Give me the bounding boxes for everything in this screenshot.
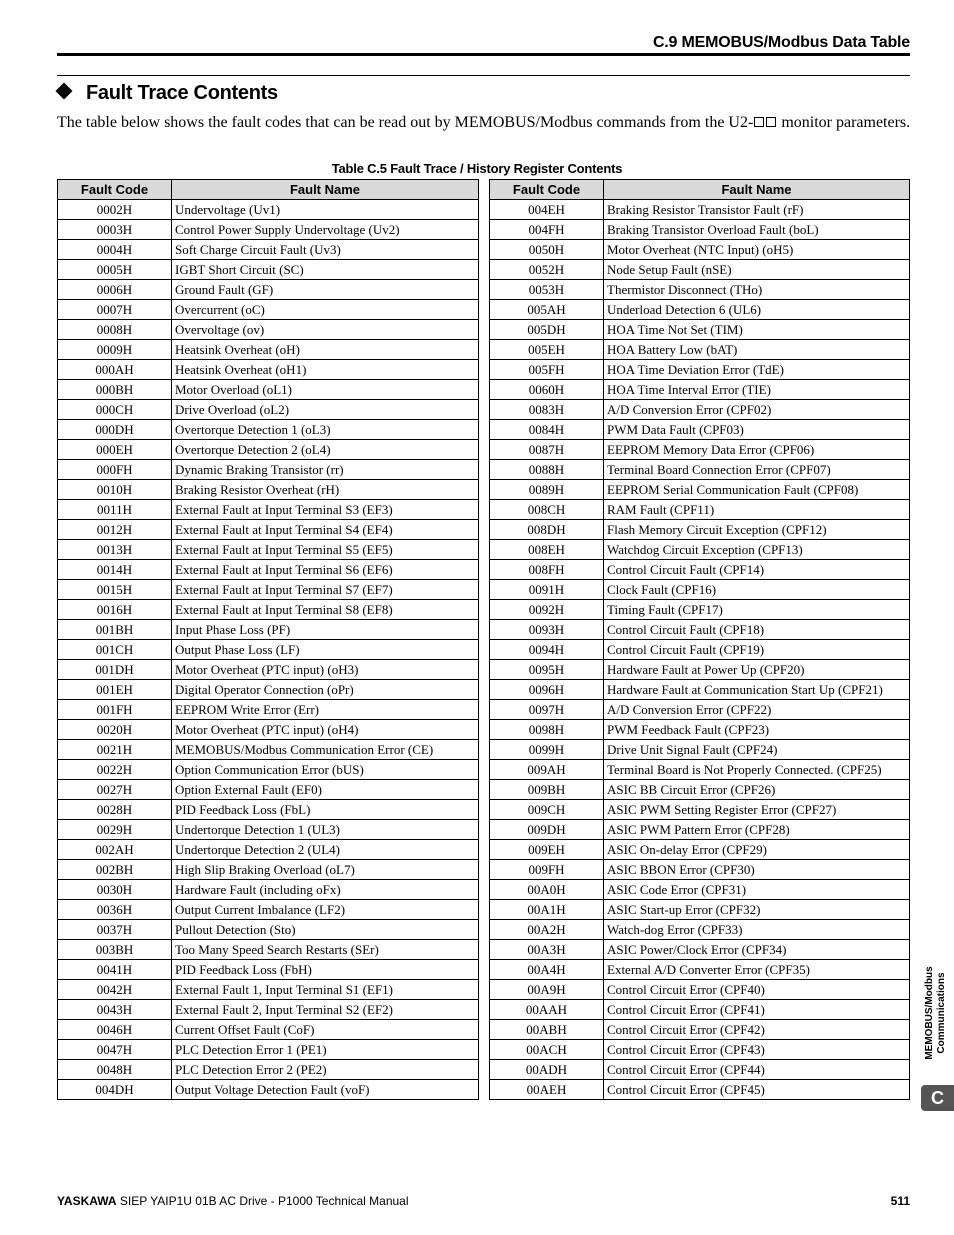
table-row xyxy=(58,880,479,900)
table-row xyxy=(58,980,479,1000)
fault-code-cell: 008DH xyxy=(490,520,604,540)
fault-name-cell: Control Circuit Fault (CPF19) xyxy=(604,640,910,660)
fault-name-cell: Undertorque Detection 2 (UL4) xyxy=(172,840,479,860)
table-row xyxy=(58,480,479,500)
table-row xyxy=(490,560,910,580)
header-rule xyxy=(57,53,910,56)
table-row xyxy=(490,720,910,740)
table-row xyxy=(58,940,479,960)
table-row xyxy=(58,560,479,580)
placeholder-box-icon xyxy=(754,117,764,127)
table-row xyxy=(490,220,910,240)
fault-code-cell: 009BH xyxy=(490,780,604,800)
table-row xyxy=(490,540,910,560)
table-row xyxy=(490,1000,910,1020)
table-row xyxy=(58,1020,479,1040)
fault-name-cell: ASIC Start-up Error (CPF32) xyxy=(604,900,910,920)
table-row xyxy=(490,980,910,1000)
fault-code-cell: 0020H xyxy=(58,720,172,740)
fault-code-cell: 0029H xyxy=(58,820,172,840)
table-row xyxy=(58,580,479,600)
fault-name-cell: RAM Fault (CPF11) xyxy=(604,500,910,520)
table-row xyxy=(490,900,910,920)
fault-name-cell: ASIC BB Circuit Error (CPF26) xyxy=(604,780,910,800)
table-row xyxy=(58,700,479,720)
fault-code-cell: 0089H xyxy=(490,480,604,500)
table-row xyxy=(58,720,479,740)
fault-name-cell: Terminal Board Connection Error (CPF07) xyxy=(604,460,910,480)
fault-code-cell: 0012H xyxy=(58,520,172,540)
table-row xyxy=(490,660,910,680)
table-row xyxy=(490,280,910,300)
fault-name-cell: Motor Overheat (PTC input) (oH3) xyxy=(172,660,479,680)
table-row xyxy=(490,200,910,220)
fault-name-cell: Motor Overheat (NTC Input) (oH5) xyxy=(604,240,910,260)
table-header-row xyxy=(490,180,910,200)
fault-code-cell: 0030H xyxy=(58,880,172,900)
fault-name-cell: A/D Conversion Error (CPF02) xyxy=(604,400,910,420)
fault-name-cell: External Fault at Input Terminal S4 (EF4) xyxy=(172,520,479,540)
fault-code-cell: 0091H xyxy=(490,580,604,600)
fault-code-cell: 008EH xyxy=(490,540,604,560)
table-row xyxy=(58,960,479,980)
table-row xyxy=(58,780,479,800)
table-caption: Table C.5 Fault Trace / History Register Contents xyxy=(331,161,623,176)
fault-name-cell: Thermistor Disconnect (THo) xyxy=(604,280,910,300)
fault-code-cell: 002AH xyxy=(58,840,172,860)
fault-code-cell: 000AH xyxy=(58,360,172,380)
table-row xyxy=(58,240,479,260)
fault-code-cell: 003BH xyxy=(58,940,172,960)
side-tab-line1: MEMOBUS/Modbus xyxy=(924,966,935,1060)
fault-name-cell: PLC Detection Error 1 (PE1) xyxy=(172,1040,479,1060)
fault-name-cell: Output Current Imbalance (LF2) xyxy=(172,900,479,920)
table-row xyxy=(58,280,479,300)
table-row xyxy=(490,520,910,540)
table-row xyxy=(490,960,910,980)
fault-name-cell: Overcurrent (oC) xyxy=(172,300,479,320)
footer-document-title xyxy=(57,1194,409,1208)
table-row xyxy=(58,740,479,760)
fault-name-cell: Motor Overheat (PTC input) (oH4) xyxy=(172,720,479,740)
table-header-row xyxy=(58,180,479,200)
fault-name-cell: PWM Data Fault (CPF03) xyxy=(604,420,910,440)
page-header-title: C.9 MEMOBUS/Modbus Data Table xyxy=(652,34,910,51)
fault-code-cell: 009DH xyxy=(490,820,604,840)
fault-name-cell: Control Circuit Error (CPF42) xyxy=(604,1020,910,1040)
table-row xyxy=(58,640,479,660)
intro-paragraph xyxy=(57,113,912,132)
fault-code-cell: 0084H xyxy=(490,420,604,440)
table-row xyxy=(490,700,910,720)
table-row xyxy=(490,620,910,640)
fault-code-cell: 00A4H xyxy=(490,960,604,980)
table-row xyxy=(490,1040,910,1060)
table-row xyxy=(58,260,479,280)
fault-code-cell: 0003H xyxy=(58,220,172,240)
intro-text-start: The table below shows the fault codes that can be read out by MEMOBUS/Modbus commands from the U2- xyxy=(57,114,754,131)
fault-code-cell: 0041H xyxy=(58,960,172,980)
fault-name-cell: Dynamic Braking Transistor (rr) xyxy=(172,460,479,480)
fault-code-cell: 0014H xyxy=(58,560,172,580)
table-row xyxy=(490,260,910,280)
fault-name-cell: ASIC PWM Setting Register Error (CPF27) xyxy=(604,800,910,820)
fault-code-cell: 009EH xyxy=(490,840,604,860)
fault-name-cell: External Fault at Input Terminal S6 (EF6) xyxy=(172,560,479,580)
fault-name-cell: Soft Charge Circuit Fault (Uv3) xyxy=(172,240,479,260)
fault-name-cell: Heatsink Overheat (oH1) xyxy=(172,360,479,380)
fault-code-cell: 0013H xyxy=(58,540,172,560)
table-row xyxy=(58,900,479,920)
fault-code-cell: 0095H xyxy=(490,660,604,680)
fault-code-cell: 0008H xyxy=(58,320,172,340)
table-row xyxy=(58,220,479,240)
fault-code-cell: 0011H xyxy=(58,500,172,520)
fault-code-cell: 00A0H xyxy=(490,880,604,900)
table-row xyxy=(58,520,479,540)
fault-name-cell: Option External Fault (EF0) xyxy=(172,780,479,800)
fault-code-cell: 0098H xyxy=(490,720,604,740)
fault-code-cell: 0015H xyxy=(58,580,172,600)
table-row xyxy=(58,400,479,420)
table-row xyxy=(58,860,479,880)
side-tab-label xyxy=(924,966,948,1059)
fault-code-cell: 0060H xyxy=(490,380,604,400)
fault-name-cell: External Fault at Input Terminal S5 (EF5) xyxy=(172,540,479,560)
table-row xyxy=(58,800,479,820)
fault-name-cell: External Fault 2, Input Terminal S2 (EF2) xyxy=(172,1000,479,1020)
fault-code-cell: 009CH xyxy=(490,800,604,820)
table-row xyxy=(58,300,479,320)
fault-code-cell: 002BH xyxy=(58,860,172,880)
side-tab-line2: Communications xyxy=(936,972,947,1054)
fault-code-cell: 001DH xyxy=(58,660,172,680)
fault-name-cell: PID Feedback Loss (FbH) xyxy=(172,960,479,980)
fault-name-cell: HOA Battery Low (bAT) xyxy=(604,340,910,360)
fault-code-cell: 00A1H xyxy=(490,900,604,920)
fault-code-cell: 0048H xyxy=(58,1060,172,1080)
fault-name-cell: Pullout Detection (Sto) xyxy=(172,920,479,940)
fault-name-cell: EEPROM Write Error (Err) xyxy=(172,700,479,720)
fault-code-cell: 004EH xyxy=(490,200,604,220)
fault-code-cell: 0005H xyxy=(58,260,172,280)
table-row xyxy=(490,1080,910,1100)
footer-doc-name: SIEP YAIP1U 01B AC Drive - P1000 Technical Manual xyxy=(116,1194,409,1208)
fault-code-cell: 0042H xyxy=(58,980,172,1000)
fault-name-cell: Watchdog Circuit Exception (CPF13) xyxy=(604,540,910,560)
fault-code-cell: 000FH xyxy=(58,460,172,480)
fault-code-cell: 005AH xyxy=(490,300,604,320)
fault-table-right xyxy=(489,179,910,1100)
fault-code-cell: 00A2H xyxy=(490,920,604,940)
fault-name-cell: Hardware Fault (including oFx) xyxy=(172,880,479,900)
fault-name-cell: Option Communication Error (bUS) xyxy=(172,760,479,780)
table-row xyxy=(58,620,479,640)
table-row xyxy=(58,760,479,780)
column-header-fault-code: Fault Code xyxy=(58,180,172,200)
fault-name-cell: Terminal Board is Not Properly Connected. (CPF25) xyxy=(604,760,910,780)
table-row xyxy=(58,460,479,480)
table-row xyxy=(490,860,910,880)
placeholder-box-icon xyxy=(766,117,776,127)
table-row xyxy=(490,780,910,800)
table-row xyxy=(490,1060,910,1080)
table-row xyxy=(490,760,910,780)
fault-name-cell: Timing Fault (CPF17) xyxy=(604,600,910,620)
fault-code-cell: 0036H xyxy=(58,900,172,920)
fault-code-cell: 0021H xyxy=(58,740,172,760)
side-tab-letter: C xyxy=(921,1085,954,1111)
fault-name-cell: Overtorque Detection 1 (oL3) xyxy=(172,420,479,440)
fault-name-cell: ASIC PWM Pattern Error (CPF28) xyxy=(604,820,910,840)
fault-code-cell: 0096H xyxy=(490,680,604,700)
fault-code-cell: 0083H xyxy=(490,400,604,420)
page-number: 511 xyxy=(890,1194,910,1208)
fault-name-cell: Braking Transistor Overload Fault (boL) xyxy=(604,220,910,240)
fault-code-cell: 0087H xyxy=(490,440,604,460)
fault-code-cell: 0050H xyxy=(490,240,604,260)
fault-code-cell: 0053H xyxy=(490,280,604,300)
footer-brand: YASKAWA xyxy=(57,1194,117,1208)
fault-code-cell: 005EH xyxy=(490,340,604,360)
table-row xyxy=(490,840,910,860)
fault-code-cell: 0093H xyxy=(490,620,604,640)
fault-code-cell: 00ADH xyxy=(490,1060,604,1080)
table-row xyxy=(58,1000,479,1020)
table-row xyxy=(490,440,910,460)
fault-name-cell: External Fault at Input Terminal S3 (EF3) xyxy=(172,500,479,520)
table-row xyxy=(58,1060,479,1080)
fault-code-cell: 0043H xyxy=(58,1000,172,1020)
fault-code-cell: 0092H xyxy=(490,600,604,620)
fault-code-cell: 000EH xyxy=(58,440,172,460)
table-row xyxy=(58,420,479,440)
table-row xyxy=(490,940,910,960)
fault-code-cell: 0002H xyxy=(58,200,172,220)
fault-code-cell: 0088H xyxy=(490,460,604,480)
fault-code-cell: 009AH xyxy=(490,760,604,780)
fault-name-cell: PWM Feedback Fault (CPF23) xyxy=(604,720,910,740)
fault-name-cell: Undervoltage (Uv1) xyxy=(172,200,479,220)
fault-name-cell: External Fault at Input Terminal S7 (EF7) xyxy=(172,580,479,600)
table-row xyxy=(490,1020,910,1040)
fault-name-cell: Overtorque Detection 2 (oL4) xyxy=(172,440,479,460)
fault-name-cell: Control Circuit Error (CPF43) xyxy=(604,1040,910,1060)
table-row xyxy=(58,680,479,700)
fault-name-cell: Control Circuit Error (CPF40) xyxy=(604,980,910,1000)
fault-name-cell: Digital Operator Connection (oPr) xyxy=(172,680,479,700)
fault-code-cell: 0094H xyxy=(490,640,604,660)
table-row xyxy=(490,920,910,940)
fault-name-cell: HOA Time Not Set (TIM) xyxy=(604,320,910,340)
fault-name-cell: ASIC BBON Error (CPF30) xyxy=(604,860,910,880)
fault-code-cell: 0009H xyxy=(58,340,172,360)
fault-name-cell: HOA Time Deviation Error (TdE) xyxy=(604,360,910,380)
table-row xyxy=(490,740,910,760)
fault-code-cell: 0097H xyxy=(490,700,604,720)
fault-code-cell: 000CH xyxy=(58,400,172,420)
table-row xyxy=(58,920,479,940)
section-rule xyxy=(57,75,910,76)
fault-code-cell: 0099H xyxy=(490,740,604,760)
fault-name-cell: Control Circuit Error (CPF45) xyxy=(604,1080,910,1100)
fault-name-cell: EEPROM Serial Communication Fault (CPF08) xyxy=(604,480,910,500)
table-row xyxy=(58,820,479,840)
fault-code-cell: 001BH xyxy=(58,620,172,640)
table-row xyxy=(490,300,910,320)
fault-name-cell: PLC Detection Error 2 (PE2) xyxy=(172,1060,479,1080)
fault-code-cell: 00ACH xyxy=(490,1040,604,1060)
fault-name-cell: HOA Time Interval Error (TIE) xyxy=(604,380,910,400)
fault-name-cell: A/D Conversion Error (CPF22) xyxy=(604,700,910,720)
fault-name-cell: Braking Resistor Transistor Fault (rF) xyxy=(604,200,910,220)
fault-name-cell: Undertorque Detection 1 (UL3) xyxy=(172,820,479,840)
fault-code-cell: 0016H xyxy=(58,600,172,620)
fault-code-cell: 00ABH xyxy=(490,1020,604,1040)
table-row xyxy=(490,800,910,820)
table-row xyxy=(58,840,479,860)
table-row xyxy=(58,1040,479,1060)
fault-name-cell: Heatsink Overheat (oH) xyxy=(172,340,479,360)
fault-name-cell: Clock Fault (CPF16) xyxy=(604,580,910,600)
fault-name-cell: Hardware Fault at Communication Start Up (CPF21) xyxy=(604,680,910,700)
table-row xyxy=(490,400,910,420)
fault-name-cell: Control Circuit Error (CPF41) xyxy=(604,1000,910,1020)
table-row xyxy=(58,440,479,460)
column-header-fault-name: Fault Name xyxy=(172,180,479,200)
fault-name-cell: External A/D Converter Error (CPF35) xyxy=(604,960,910,980)
intro-text-end: monitor parameters. xyxy=(777,114,911,131)
fault-code-cell: 0022H xyxy=(58,760,172,780)
fault-name-cell: External Fault 1, Input Terminal S1 (EF1) xyxy=(172,980,479,1000)
fault-name-cell: ASIC Power/Clock Error (CPF34) xyxy=(604,940,910,960)
fault-name-cell: Drive Unit Signal Fault (CPF24) xyxy=(604,740,910,760)
table-row xyxy=(58,200,479,220)
fault-code-cell: 00AEH xyxy=(490,1080,604,1100)
fault-code-cell: 0006H xyxy=(58,280,172,300)
table-row xyxy=(490,320,910,340)
fault-code-cell: 0010H xyxy=(58,480,172,500)
fault-name-cell: Motor Overload (oL1) xyxy=(172,380,479,400)
fault-name-cell: Control Circuit Fault (CPF18) xyxy=(604,620,910,640)
fault-name-cell: Node Setup Fault (nSE) xyxy=(604,260,910,280)
fault-code-cell: 0046H xyxy=(58,1020,172,1040)
table-row xyxy=(490,680,910,700)
section-title: Fault Trace Contents xyxy=(86,82,278,104)
fault-code-cell: 001EH xyxy=(58,680,172,700)
fault-code-cell: 001CH xyxy=(58,640,172,660)
fault-name-cell: Drive Overload (oL2) xyxy=(172,400,479,420)
fault-name-cell: Hardware Fault at Power Up (CPF20) xyxy=(604,660,910,680)
fault-name-cell: Underload Detection 6 (UL6) xyxy=(604,300,910,320)
fault-name-cell: ASIC On-delay Error (CPF29) xyxy=(604,840,910,860)
fault-code-cell: 008CH xyxy=(490,500,604,520)
table-row xyxy=(58,340,479,360)
table-row xyxy=(58,320,479,340)
table-row xyxy=(490,480,910,500)
fault-code-cell: 00AAH xyxy=(490,1000,604,1020)
fault-code-cell: 000BH xyxy=(58,380,172,400)
table-row xyxy=(58,500,479,520)
fault-code-cell: 0028H xyxy=(58,800,172,820)
table-row xyxy=(490,820,910,840)
fault-name-cell: Braking Resistor Overheat (rH) xyxy=(172,480,479,500)
fault-name-cell: Too Many Speed Search Restarts (SEr) xyxy=(172,940,479,960)
fault-name-cell: PID Feedback Loss (FbL) xyxy=(172,800,479,820)
fault-name-cell: Overvoltage (ov) xyxy=(172,320,479,340)
fault-name-cell: Control Power Supply Undervoltage (Uv2) xyxy=(172,220,479,240)
table-row xyxy=(490,500,910,520)
fault-name-cell: External Fault at Input Terminal S8 (EF8) xyxy=(172,600,479,620)
fault-table-left xyxy=(57,179,479,1100)
fault-name-cell: Ground Fault (GF) xyxy=(172,280,479,300)
fault-name-cell: IGBT Short Circuit (SC) xyxy=(172,260,479,280)
fault-name-cell: ASIC Code Error (CPF31) xyxy=(604,880,910,900)
fault-name-cell: Flash Memory Circuit Exception (CPF12) xyxy=(604,520,910,540)
table-row xyxy=(490,460,910,480)
fault-code-cell: 001FH xyxy=(58,700,172,720)
table-row xyxy=(58,380,479,400)
table-row xyxy=(58,360,479,380)
table-row xyxy=(490,640,910,660)
table-row xyxy=(490,880,910,900)
fault-name-cell: Current Offset Fault (CoF) xyxy=(172,1020,479,1040)
table-row xyxy=(58,600,479,620)
column-header-fault-code: Fault Code xyxy=(490,180,604,200)
table-row xyxy=(490,600,910,620)
fault-code-cell: 0027H xyxy=(58,780,172,800)
fault-code-cell: 00A9H xyxy=(490,980,604,1000)
fault-name-cell: Input Phase Loss (PF) xyxy=(172,620,479,640)
table-row xyxy=(490,380,910,400)
table-row xyxy=(490,340,910,360)
fault-name-cell: Output Voltage Detection Fault (voF) xyxy=(172,1080,479,1100)
fault-name-cell: Output Phase Loss (LF) xyxy=(172,640,479,660)
fault-name-cell: High Slip Braking Overload (oL7) xyxy=(172,860,479,880)
fault-code-cell: 005DH xyxy=(490,320,604,340)
fault-code-cell: 00A3H xyxy=(490,940,604,960)
fault-code-cell: 0037H xyxy=(58,920,172,940)
table-row xyxy=(58,540,479,560)
fault-code-cell: 005FH xyxy=(490,360,604,380)
fault-code-cell: 0052H xyxy=(490,260,604,280)
table-row xyxy=(490,240,910,260)
fault-name-cell: Watch-dog Error (CPF33) xyxy=(604,920,910,940)
fault-code-cell: 004FH xyxy=(490,220,604,240)
table-row xyxy=(490,580,910,600)
table-row xyxy=(490,360,910,380)
fault-code-cell: 004DH xyxy=(58,1080,172,1100)
diamond-bullet-icon xyxy=(56,83,73,100)
fault-code-cell: 000DH xyxy=(58,420,172,440)
table-row xyxy=(58,660,479,680)
fault-name-cell: EEPROM Memory Data Error (CPF06) xyxy=(604,440,910,460)
table-row xyxy=(58,1080,479,1100)
fault-code-cell: 0007H xyxy=(58,300,172,320)
table-row xyxy=(490,420,910,440)
column-header-fault-name: Fault Name xyxy=(604,180,910,200)
fault-code-cell: 008FH xyxy=(490,560,604,580)
fault-name-cell: Control Circuit Error (CPF44) xyxy=(604,1060,910,1080)
fault-code-cell: 009FH xyxy=(490,860,604,880)
fault-name-cell: Control Circuit Fault (CPF14) xyxy=(604,560,910,580)
fault-code-cell: 0004H xyxy=(58,240,172,260)
fault-code-cell: 0047H xyxy=(58,1040,172,1060)
fault-name-cell: MEMOBUS/Modbus Communication Error (CE) xyxy=(172,740,479,760)
